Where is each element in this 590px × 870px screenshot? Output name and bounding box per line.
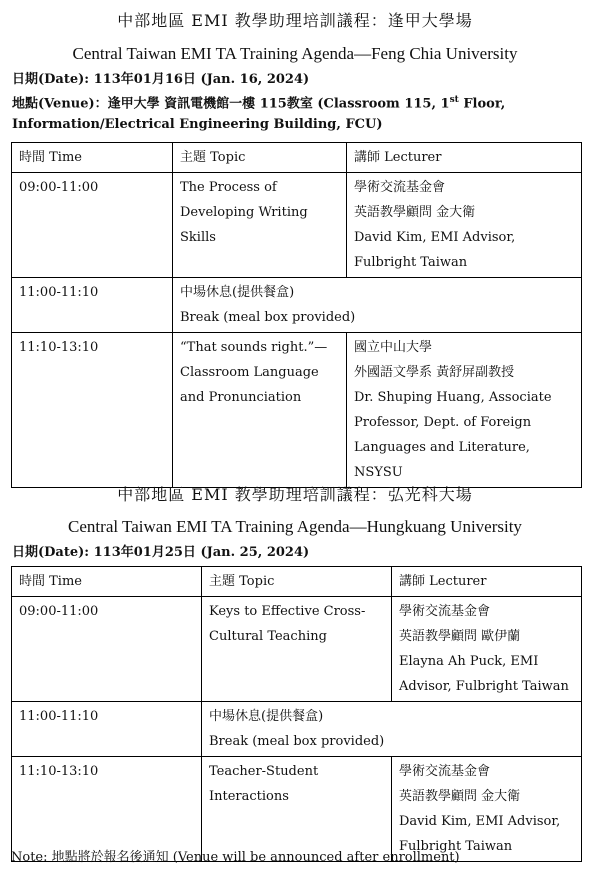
topic-cell bbox=[173, 173, 347, 278]
topic-line: Classroom Language bbox=[180, 365, 319, 380]
lecturer-cell bbox=[347, 333, 582, 488]
table-row bbox=[12, 173, 582, 278]
break-line-zh: 中場休息(提供餐盒) bbox=[180, 285, 295, 300]
time-cell: 11:10-13:10 bbox=[12, 757, 202, 862]
time-cell: 11:10-13:10 bbox=[12, 333, 173, 488]
lecturer-line: 學術交流基金會 bbox=[399, 764, 491, 779]
hk-title-zh: 中部地區 EMI 教學助理培訓議程：弘光科大場 bbox=[117, 485, 473, 504]
table-row bbox=[12, 702, 582, 757]
topic-line: Teacher-Student bbox=[209, 764, 319, 779]
lecturer-cell bbox=[392, 597, 582, 702]
lecturer-cell bbox=[347, 173, 582, 278]
break-line-en: Break (meal box provided) bbox=[209, 734, 385, 749]
fcu-meta bbox=[12, 69, 584, 135]
fcu-venue-part-a: 地點(Venue)：逢甲大學 資訊電機館一樓 115教室 (Classroom 115, 1 bbox=[12, 96, 450, 112]
fcu-title-en: Central Taiwan EMI TA Training Agenda—Feng Chia University bbox=[72, 44, 518, 63]
lecturer-line: David Kim, EMI Advisor, bbox=[354, 230, 516, 245]
fcu-agenda-table bbox=[11, 142, 582, 488]
fcu-title-zh: 中部地區 EMI 教學助理培訓議程：逢甲大學場 bbox=[117, 11, 473, 30]
fcu-venue-sup: st bbox=[449, 95, 459, 105]
time-cell: 09:00-11:00 bbox=[12, 173, 173, 278]
break-line-zh: 中場休息(提供餐盒) bbox=[209, 709, 324, 724]
topic-cell bbox=[202, 597, 392, 702]
header-time: 時間 Time bbox=[12, 567, 202, 597]
topic-line: “That sounds right.”— bbox=[180, 340, 328, 355]
topic-line: Interactions bbox=[209, 789, 289, 804]
table-row bbox=[12, 333, 582, 488]
topic-line: The Process of bbox=[180, 180, 277, 195]
topic-line: Cultural Teaching bbox=[209, 629, 327, 644]
time-cell: 11:00-11:10 bbox=[12, 278, 173, 333]
header-lecturer: 講師 Lecturer bbox=[392, 567, 582, 597]
enrollment-note: Note: 地點將於報名後通知 (Venue will be announced after enrollment) bbox=[11, 850, 460, 865]
lecturer-line: Elayna Ah Puck, EMI bbox=[399, 654, 539, 669]
table-header-row bbox=[12, 143, 582, 173]
lecturer-line: 學術交流基金會 bbox=[399, 604, 491, 619]
lecturer-line: 外國語文學系 黃舒屏副教授 bbox=[354, 365, 515, 380]
lecturer-line: Fulbright Taiwan bbox=[399, 839, 513, 854]
time-cell: 09:00-11:00 bbox=[12, 597, 202, 702]
lecturer-line: Dr. Shuping Huang, Associate bbox=[354, 390, 552, 405]
lecturer-line: Languages and Literature, bbox=[354, 440, 530, 455]
table-row bbox=[12, 597, 582, 702]
break-cell bbox=[173, 278, 582, 333]
lecturer-line: Fulbright Taiwan bbox=[354, 255, 468, 270]
topic-line: and Pronunciation bbox=[180, 390, 302, 405]
header-lecturer: 講師 Lecturer bbox=[347, 143, 582, 173]
topic-cell bbox=[173, 333, 347, 488]
topic-line: Developing Writing bbox=[180, 205, 308, 220]
fcu-date: 日期(Date): 113年01月16日 (Jan. 16, 2024) bbox=[12, 72, 310, 87]
hk-meta bbox=[12, 542, 584, 563]
break-line-en: Break (meal box provided) bbox=[180, 310, 356, 325]
lecturer-line: 英語教學顧問 金大衛 bbox=[354, 205, 476, 220]
lecturer-line: Professor, Dept. of Foreign bbox=[354, 415, 532, 430]
topic-line: Skills bbox=[180, 230, 216, 245]
break-cell bbox=[202, 702, 582, 757]
fcu-venue bbox=[12, 90, 584, 114]
fcu-venue-line2: Information/Electrical Engineering Building, FCU) bbox=[12, 117, 383, 133]
table-header-row bbox=[12, 567, 582, 597]
lecturer-line: NSYSU bbox=[354, 465, 403, 480]
header-topic: 主題 Topic bbox=[173, 143, 347, 173]
time-cell: 11:00-11:10 bbox=[12, 702, 202, 757]
lecturer-line: David Kim, EMI Advisor, bbox=[399, 814, 561, 829]
header-topic: 主題 Topic bbox=[202, 567, 392, 597]
lecturer-line: 英語教學顧問 歐伊蘭 bbox=[399, 629, 521, 644]
header-time: 時間 Time bbox=[12, 143, 173, 173]
table-row bbox=[12, 278, 582, 333]
hk-agenda-table bbox=[11, 566, 582, 862]
lecturer-line: 國立中山大學 bbox=[354, 340, 433, 355]
lecturer-line: 英語教學顧問 金大衛 bbox=[399, 789, 521, 804]
fcu-venue-part-b: Floor, bbox=[458, 96, 506, 112]
hk-date: 日期(Date): 113年01月25日 (Jan. 25, 2024) bbox=[12, 545, 310, 560]
lecturer-line: Advisor, Fulbright Taiwan bbox=[399, 679, 569, 694]
hk-title-en: Central Taiwan EMI TA Training Agenda—Hungkuang University bbox=[68, 517, 522, 536]
lecturer-line: 學術交流基金會 bbox=[354, 180, 446, 195]
topic-line: Keys to Effective Cross- bbox=[209, 604, 366, 619]
